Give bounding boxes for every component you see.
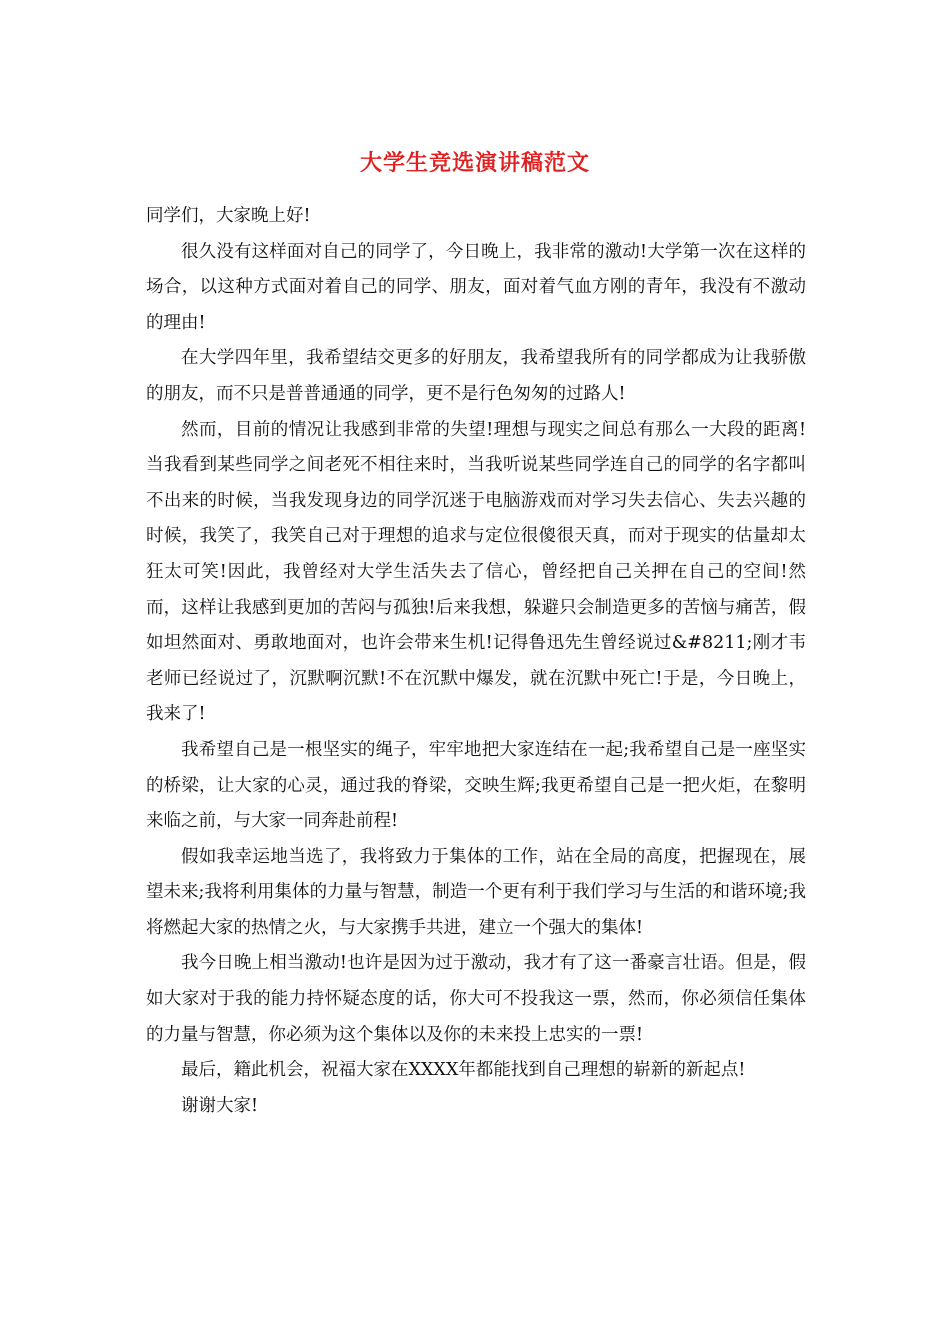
document-title: 大学生竞选演讲稿范文 [359, 150, 590, 176]
thanks-paragraph: 谢谢大家! [181, 1095, 259, 1116]
body-paragraph: 我希望自己是一根坚实的绳子，牢牢地把大家连结在一起;我希望自己是一座坚实的桥梁，让大家的心灵，通过我的脊梁，交映生辉;我更希望自己是一把火炬，在黎明来临之前，与大家一同奔赴前程! [146, 739, 806, 832]
body-paragraph: 很久没有这样面对自己的同学了，今日晚上，我非常的激动!大学第一次在这样的场合，以这种方式面对着自己的同学、朋友，面对着气血方刚的青年，我没有不激动的理由! [146, 241, 806, 333]
body-paragraph: 然而，目前的情况让我感到非常的失望!理想与现实之间总有那么一大段的距离!当我看到某些同学之间老死不相往来时，当我听说某些同学连自己的同学的名字都叫不出来的时候，当我发现身边的同学沉迷于电脑游戏而对学习失去信心、失去兴趣的时候，我笑了，我笑自己对于理想的追求与定位很傻很天真，而对于现实的估量却太狂太可笑!因此，我曾经对大学生活失去了信心，曾经把自己关押在自己的空间!然而，这样让我感到更加的苦闷与孤独!后来我想，躲避只会制造更多的苦恼与痛苦，假如坦然面对、勇敢地面对，也许会带来生机!记得鲁迅先生曾经说过&#8211;刚才韦老师已经说过了，沉默啊沉默!不在沉默中爆发，就在沉默中死亡!于是，今日晚上，我来了! [146, 419, 806, 725]
body-paragraph: 在大学四年里，我希望结交更多的好朋友，我希望我所有的同学都成为让我骄傲的朋友，而不只是普普通通的同学，更不是行色匆匆的过路人! [146, 348, 806, 404]
document-body [146, 199, 806, 1124]
closing-paragraph: 最后，籍此机会，祝福大家在XXXX年都能找到自己理想的崭新的新起点! [181, 1060, 746, 1081]
body-paragraph: 假如我幸运地当选了，我将致力于集体的工作，站在全局的高度，把握现在，展望未来;我将利用集体的力量与智慧，制造一个更有利于我们学习与生活的和谐环境;我将燃起大家的热情之火，与大家携手共进，建立一个强大的集体! [146, 846, 806, 938]
greeting-paragraph: 同学们，大家晚上好! [146, 206, 311, 226]
body-paragraph: 我今日晚上相当激动!也许是因为过于激动，我才有了这一番豪言壮语。但是，假如大家对于我的能力持怀疑态度的话，你大可不投我这一票，然而，你必须信任集体的力量与智慧，你必须为这个集体以及你的未来投上忠实的一票! [146, 953, 806, 1045]
